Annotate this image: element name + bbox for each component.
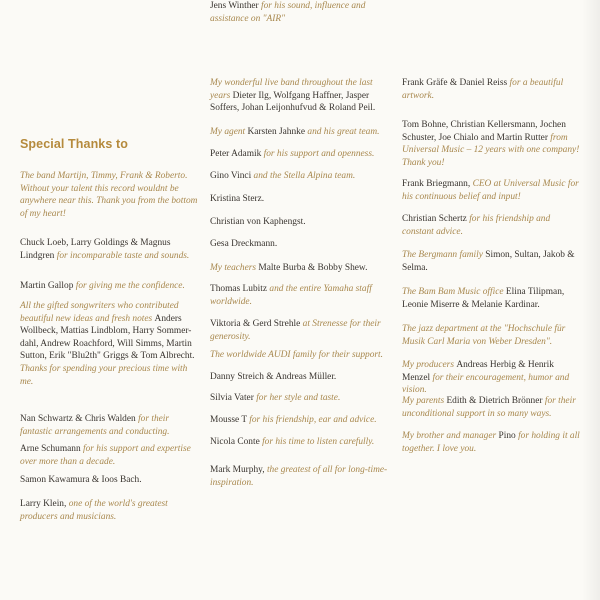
italic-text: for giving me the confidence.	[75, 281, 185, 291]
italic-text: The jazz department at the "Hochschule für Musik Carl Maria von Weber Dresden".	[402, 324, 566, 347]
name-text: Peter Adamik	[210, 149, 264, 159]
thanks-entry	[210, 262, 390, 275]
thanks-entry	[210, 148, 390, 161]
italic-text: CEO at Universal Music for his continuous belief and input!	[402, 179, 579, 202]
italic-text: for their fantastic arrangements and conducting.	[20, 414, 170, 437]
name-text: Andreas Herbig & Henrik Menzel	[402, 360, 554, 383]
name-text: Mousse T	[210, 415, 250, 425]
italic-text: one of the world's greatest producers and musicians.	[20, 499, 168, 522]
italic-text: and the entire Yamaha staff worldwide.	[210, 284, 372, 307]
italic-text: at Strenesse for their generosity.	[210, 319, 381, 342]
italic-text: My teachers	[210, 263, 259, 273]
name-text: Gesa Dreckmann.	[210, 239, 278, 249]
thanks-entry	[20, 170, 198, 220]
italic-text: for his time to listen carefully.	[262, 437, 375, 447]
name-text: Elina Tilipman, Leonie Miserre & Melanie Kardinar.	[402, 287, 565, 310]
thanks-entry	[402, 395, 580, 420]
thanks-entry	[210, 464, 390, 489]
italic-text: for holding it all together. I love you.	[402, 431, 580, 454]
italic-text: from Universal Music – 12 years with one company! Thank you!	[402, 132, 580, 168]
name-text: Mark Murphy,	[210, 465, 267, 475]
thanks-entry	[402, 213, 580, 238]
name-text: Chuck Loeb, Larry Goldings & Magnus Lindgren	[20, 238, 171, 261]
italic-text: The worldwide AUDI family for their support.	[210, 350, 384, 360]
thanks-entry	[402, 77, 580, 102]
italic-text: My brother and manager	[402, 431, 499, 441]
italic-text: My wonderful live band throughout the last years	[210, 78, 373, 101]
name-text: Christian Schertz	[402, 214, 470, 224]
thanks-entry	[210, 371, 390, 384]
thanks-entry	[402, 323, 580, 348]
page-title: Special Thanks to	[20, 137, 128, 151]
italic-text: for her style and taste.	[256, 393, 341, 403]
thanks-entry	[402, 119, 580, 169]
italic-text: for incomparable taste and sounds.	[56, 250, 190, 261]
italic-text: for their unconditional support in so many ways.	[402, 396, 576, 419]
thanks-entry	[402, 430, 580, 455]
name-text: Malte Burba & Bobby Shew.	[258, 263, 368, 273]
name-text: Frank Gräfe & Daniel Reiss	[402, 78, 510, 88]
thanks-entry	[210, 414, 390, 427]
italic-text: The Bam Bam Music office	[402, 287, 506, 297]
thanks-entry	[210, 392, 390, 405]
name-text: Dieter Ilg, Wolfgang Haffner, Jasper Soffers, Johan Leijonhufvud & Roland Peil.	[210, 90, 376, 114]
name-text: Thomas Lubitz	[210, 284, 270, 294]
name-text: Christian von Kaphengst.	[210, 217, 306, 227]
thanks-entry	[20, 413, 198, 438]
italic-text: My parents	[402, 396, 447, 406]
name-text: Jens Winther	[210, 1, 262, 11]
thanks-entry	[210, 170, 390, 183]
thanks-entry	[20, 237, 198, 262]
italic-text: The band Martijn, Timmy, Frank & Roberto. Without your talent this record wouldnt be anywhere near this. Thank you from the bottom of my heart!	[20, 171, 198, 219]
thanks-entry	[210, 77, 390, 115]
name-text: Samon Kawamura & Ioos Bach.	[20, 475, 142, 485]
name-text: Larry Klein,	[20, 499, 69, 509]
name-text: Nicola Conte	[210, 437, 263, 447]
thanks-entry	[20, 280, 198, 293]
italic-text: for their encouragement, humor and vision.	[402, 372, 570, 396]
italic-text: Thanks for spending your precious time with me.	[20, 363, 188, 387]
thanks-entry	[402, 249, 580, 274]
name-text: Edith & Dietrich Brönner	[446, 396, 545, 406]
name-text: Gino Vinci	[210, 171, 254, 181]
name-text: Kristina Sterz.	[210, 194, 265, 204]
name-text: Pino	[498, 431, 519, 441]
name-text: Frank Briegmann,	[402, 179, 473, 189]
thanks-entry	[210, 283, 390, 308]
name-text: Arne Schumann	[20, 444, 84, 454]
thanks-entry	[210, 318, 390, 343]
name-text: Nan Schwartz & Chris Walden	[20, 414, 139, 424]
italic-text: the greatest of all for long-time-inspiration.	[210, 465, 388, 488]
thanks-entry	[20, 443, 198, 468]
italic-text: and his great team.	[307, 127, 380, 137]
italic-text: My producers	[402, 360, 457, 370]
italic-text: for his friendship and constant advice.	[402, 214, 551, 237]
italic-text: and the Stella Alpina team.	[253, 171, 356, 181]
italic-text: for his sound, influence and assistance on "AIR"	[210, 1, 366, 24]
thanks-entry	[210, 349, 390, 362]
thanks-entry	[402, 178, 580, 203]
name-text: Danny Streich & Andreas Müller.	[210, 372, 337, 382]
italic-text: My agent	[210, 127, 248, 137]
thanks-entry	[20, 474, 198, 487]
name-text: Viktoria & Gerd Strehle	[210, 319, 303, 329]
thanks-entry	[210, 216, 390, 229]
thanks-entry	[210, 126, 390, 139]
italic-text: All the gifted songwriters who contributed beautiful new ideas and fresh notes	[20, 301, 179, 324]
thanks-entry	[20, 300, 198, 388]
italic-text: for his support and openness.	[263, 149, 375, 159]
thanks-entry	[210, 238, 390, 251]
thanks-entry	[210, 193, 390, 206]
name-text: Karsten Jahnke	[247, 127, 308, 137]
thanks-entry	[210, 436, 390, 449]
thanks-entry	[402, 359, 580, 397]
name-text: Simon, Sultan, Jakob & Selma.	[402, 250, 575, 273]
name-text: Anders Wollbeck, Mattias Lindblom, Harry Sommer-dahl, Andrew Roachford, Will Simms, Martin Sutton, Erik "Blu2th" Griggs & Tom Albrecht.	[20, 313, 195, 362]
page-edge-shadow	[582, 0, 600, 600]
italic-text: for his friendship, ear and advice.	[249, 415, 377, 425]
italic-text: The Bergmann family	[402, 250, 486, 260]
name-text: Martin Gallop	[20, 281, 76, 291]
italic-text: for a beautiful artwork.	[402, 78, 564, 101]
thanks-entry	[210, 0, 390, 25]
italic-text: for his support and expertise over more than a decade.	[20, 444, 191, 467]
thanks-entry	[402, 286, 580, 311]
name-text: Silvia Vater	[210, 393, 257, 403]
name-text: Tom Bohne, Christian Kellersmann, Jochen Schuster, Joe Chialo and Martin Rutter	[402, 120, 566, 143]
thanks-entry	[20, 498, 198, 523]
